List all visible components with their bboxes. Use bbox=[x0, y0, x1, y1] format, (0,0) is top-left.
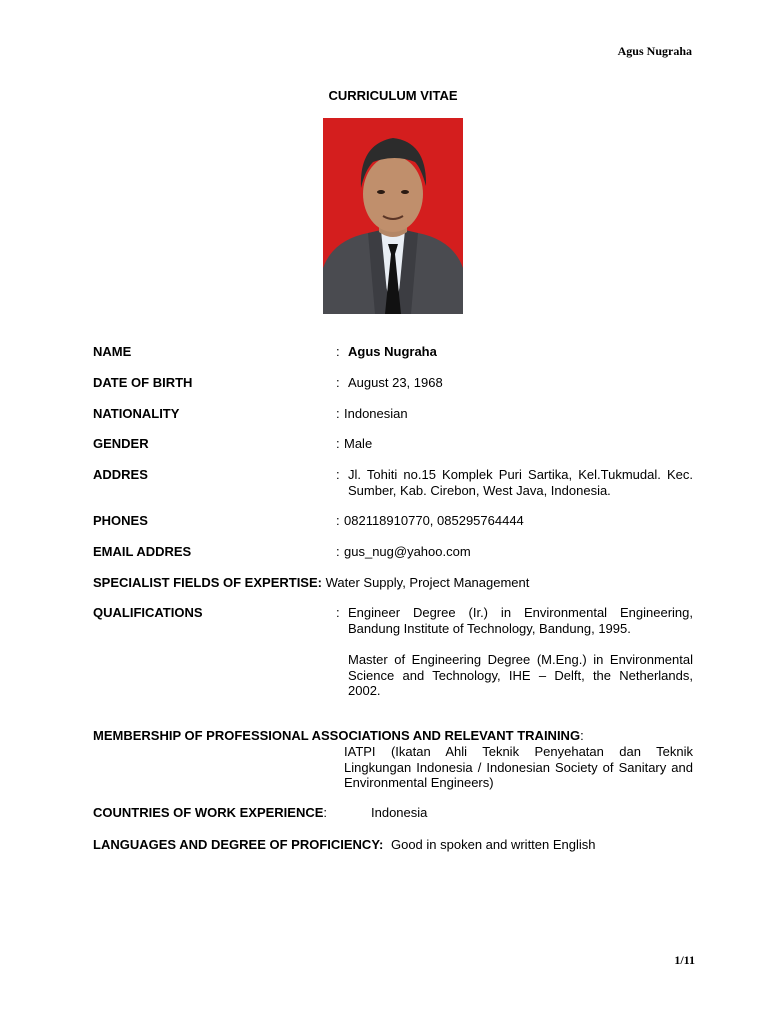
field-label-languages: LANGUAGES AND DEGREE OF PROFICIENCY: bbox=[93, 837, 384, 852]
field-expertise bbox=[93, 575, 693, 591]
field-colon: : bbox=[336, 544, 340, 559]
field-value-phones: 082118910770, 085295764444 bbox=[344, 513, 524, 528]
portrait-illustration bbox=[323, 118, 463, 314]
field-colon: : bbox=[336, 605, 340, 620]
qualification-item: Engineer Degree (Ir.) in Environmental Engineering, Bandung Institute of Technology, Bandung, 1995. bbox=[348, 605, 693, 636]
field-value-address: Jl. Tohiti no.15 Komplek Puri Sartika, Kel.Tukmudal. Kec. Sumber, Kab. Cirebon, West Java, Indonesia. bbox=[348, 467, 693, 498]
field-value-expertise: Water Supply, Project Management bbox=[325, 575, 530, 590]
field-membership bbox=[93, 728, 693, 790]
field-value-membership: IATPI (Ikatan Ahli Teknik Penyehatan dan Teknik Lingkungan Indonesia / Indonesian Society of Sanitary and Environmental Engineers) bbox=[344, 744, 693, 790]
field-colon: : bbox=[336, 344, 340, 359]
field-label-membership: MEMBERSHIP OF PROFESSIONAL ASSOCIATIONS AND RELEVANT TRAINING bbox=[93, 728, 581, 743]
field-colon: : bbox=[580, 728, 584, 743]
field-countries bbox=[93, 805, 693, 821]
field-value-email: gus_nug@yahoo.com bbox=[344, 544, 471, 559]
running-header-name: Agus Nugraha bbox=[617, 44, 692, 58]
field-colon: : bbox=[323, 805, 328, 820]
field-label-qualifications: QUALIFICATIONS bbox=[93, 605, 203, 620]
field-label-countries: COUNTRIES OF WORK EXPERIENCE bbox=[93, 805, 324, 820]
document-title: CURRICULUM VITAE bbox=[328, 88, 458, 103]
field-colon: : bbox=[336, 513, 340, 528]
qualification-item: Master of Engineering Degree (M.Eng.) in Environmental Science and Technology, IHE – Delft, the Netherlands, 2002. bbox=[348, 652, 693, 698]
page-number: 1/11 bbox=[674, 953, 695, 967]
profile-photo bbox=[323, 118, 463, 314]
field-label-name: NAME bbox=[93, 344, 132, 359]
field-colon: : bbox=[336, 375, 340, 390]
field-label-nationality: NATIONALITY bbox=[93, 406, 180, 421]
field-colon: : bbox=[336, 467, 340, 482]
field-value-countries: Indonesia bbox=[371, 805, 428, 820]
field-value-dob: August 23, 1968 bbox=[348, 375, 443, 390]
field-colon: : bbox=[336, 406, 340, 421]
field-value-nationality: Indonesian bbox=[344, 406, 408, 421]
field-value-languages: Good in spoken and written English bbox=[390, 837, 596, 852]
field-label-dob: DATE OF BIRTH bbox=[93, 375, 193, 390]
field-value-gender: Male bbox=[344, 436, 373, 451]
field-label-expertise: SPECIALIST FIELDS OF EXPERTISE: bbox=[93, 575, 322, 590]
field-colon: : bbox=[336, 436, 340, 451]
field-value-name: Agus Nugraha bbox=[348, 344, 437, 359]
field-label-email: EMAIL ADDRES bbox=[93, 544, 192, 559]
field-label-address: ADDRES bbox=[93, 467, 148, 482]
field-languages bbox=[93, 837, 693, 853]
field-label-phones: PHONES bbox=[93, 513, 148, 528]
field-label-gender: GENDER bbox=[93, 436, 149, 451]
